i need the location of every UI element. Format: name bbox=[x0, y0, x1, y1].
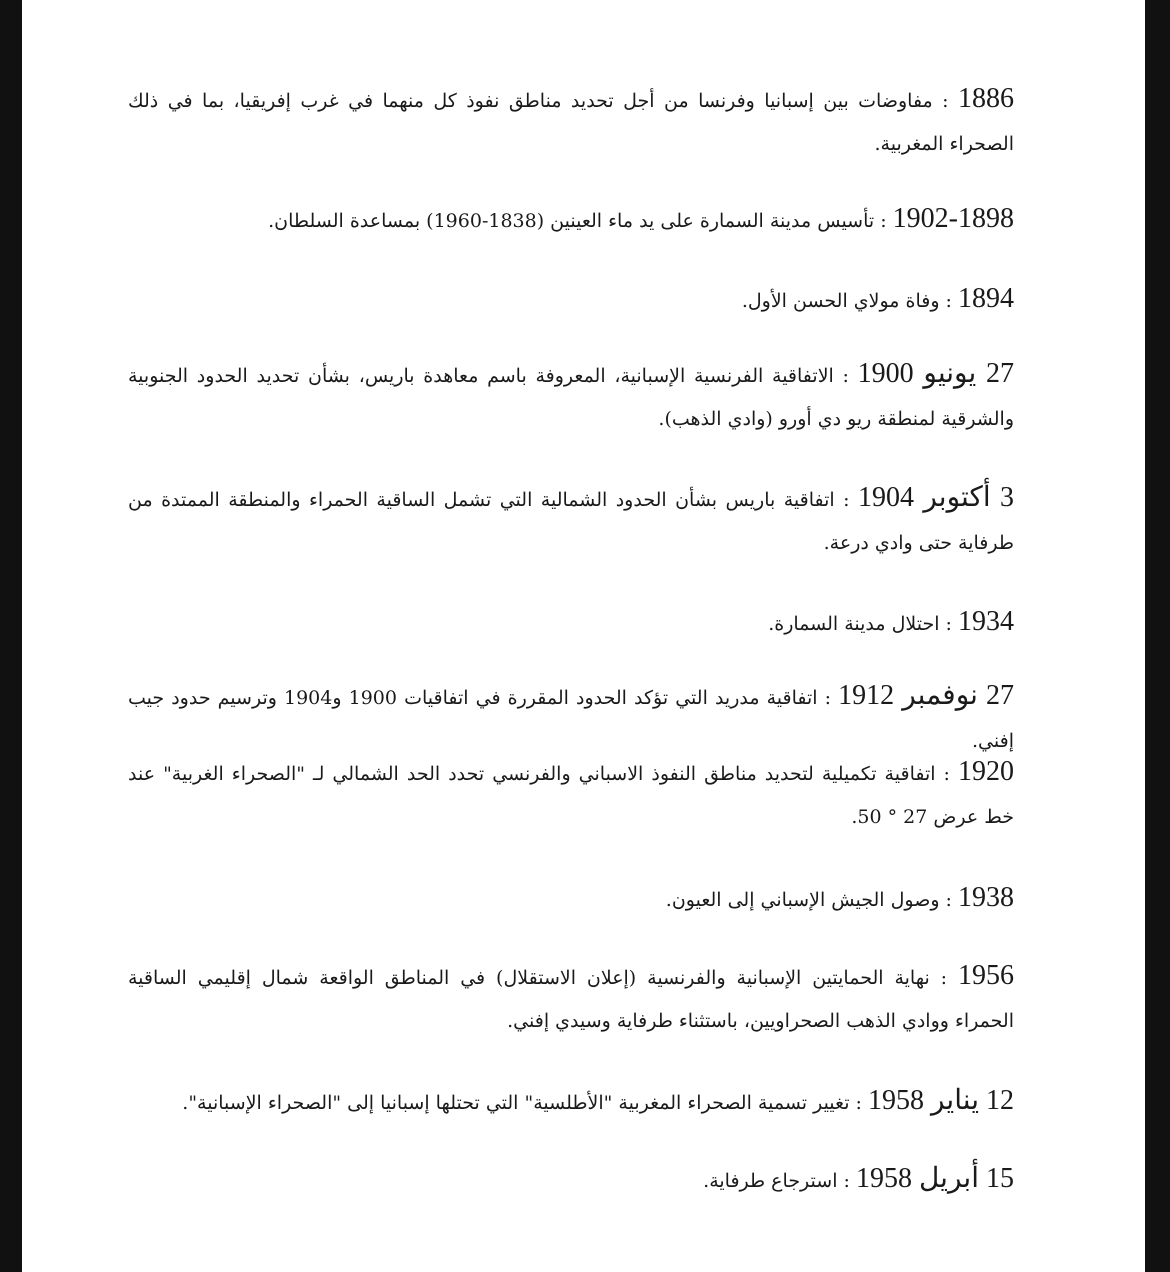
entry-date: 15 أبريل 1958 bbox=[855, 1163, 1014, 1194]
entry-date: 1934 bbox=[958, 606, 1014, 637]
chronology-entry-1898-1902 bbox=[128, 197, 1014, 243]
chronology-entry-1958-april bbox=[128, 1157, 1014, 1203]
entry-text: : اتفاقية مدريد التي تؤكد الحدود المقررة في اتفاقيات 1900 و1904 وترسيم حدود جيب إفني. bbox=[128, 687, 1014, 752]
entry-date: 1894 bbox=[958, 283, 1014, 314]
entry-date: 1886 bbox=[958, 83, 1014, 114]
chronology-entry-1894 bbox=[128, 277, 1014, 323]
chronology-entry-1886 bbox=[128, 77, 1014, 166]
chronology-entry-1938 bbox=[128, 876, 1014, 922]
chronology-entry-1900 bbox=[128, 352, 1014, 441]
entry-date: 1938 bbox=[958, 882, 1014, 913]
entry-date: 12 يناير 1958 bbox=[867, 1085, 1014, 1116]
chronology-entry-1956 bbox=[128, 954, 1014, 1043]
entry-text: : وفاة مولاي الحسن الأول. bbox=[741, 290, 958, 312]
entry-text: : اتفاقية باريس بشأن الحدود الشمالية التي تشمل الساقية الحمراء والمنطقة الممتدة من طرفاية حتى وادي درعة. bbox=[128, 489, 1014, 554]
entry-text: : وصول الجيش الإسباني إلى العيون. bbox=[665, 889, 958, 911]
entry-text: : الاتفاقية الفرنسية الإسبانية، المعروفة باسم معاهدة باريس، بشأن تحديد الحدود الجنوبية والشرقية لمنطقة ريو دي أورو (وادي الذهب). bbox=[128, 365, 1014, 430]
entry-date: 1920 bbox=[958, 756, 1014, 787]
entry-text: : تأسيس مدينة السمارة على يد ماء العينين (1838-1960) بمساعدة السلطان. bbox=[268, 210, 893, 232]
entry-text: : استرجاع طرفاية. bbox=[703, 1170, 856, 1192]
entry-date: 27 نوفمبر 1912 bbox=[838, 680, 1014, 711]
entry-text: : احتلال مدينة السمارة. bbox=[768, 613, 958, 635]
entry-date: 1956 bbox=[958, 960, 1014, 991]
document-page bbox=[22, 0, 1145, 1272]
chronology-entry-1934 bbox=[128, 600, 1014, 646]
entry-text: : نهاية الحمايتين الإسبانية والفرنسية (إعلان الاستقلال) في المناطق الواقعة شمال إقليمي الساقية الحمراء ووادي الذهب الصحراويين، باستثناء طرفاية وسيدي إفني. bbox=[128, 967, 1014, 1032]
chronology-entry-1920 bbox=[128, 750, 1014, 839]
chronology-entry-1904 bbox=[128, 476, 1014, 565]
entry-text: : تغيير تسمية الصحراء المغربية "الأطلسية" التي تحتلها إسبانيا إلى "الصحراء الإسبانية". bbox=[182, 1092, 868, 1114]
entry-text: : مفاوضات بين إسبانيا وفرنسا من أجل تحديد مناطق نفوذ كل منهما في غرب إفريقيا، بما في ذلك الصحراء المغربية. bbox=[128, 90, 1014, 155]
entry-date: 3 أكتوبر 1904 bbox=[857, 482, 1015, 513]
entry-date: 1902-1898 bbox=[892, 203, 1014, 234]
entry-date: 27 يونيو 1900 bbox=[857, 358, 1015, 389]
entry-text: : اتفاقية تكميلية لتحديد مناطق النفوذ الاسباني والفرنسي تحدد الحد الشمالي لـ "الصحراء الغربية" عند خط عرض 27 ° 50. bbox=[128, 763, 1014, 828]
chronology-entry-1958-january bbox=[128, 1079, 1014, 1125]
